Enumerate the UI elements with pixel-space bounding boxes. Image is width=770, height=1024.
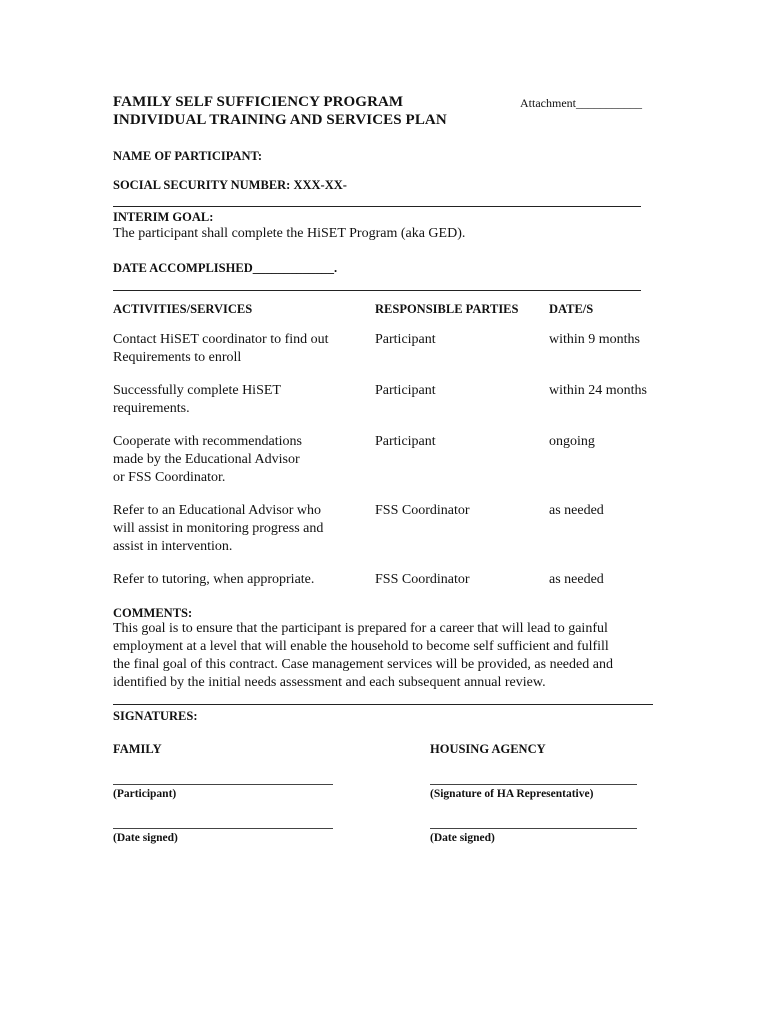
housing-agency-label: HOUSING AGENCY	[430, 742, 546, 756]
timeline: within 9 months	[549, 332, 641, 347]
divider-rule	[113, 290, 641, 291]
activity-line: Refer to an Educational Advisor who	[113, 503, 322, 518]
agency-date-line[interactable]	[430, 828, 637, 829]
ha-representative-caption: (Signature of HA Representative)	[430, 788, 594, 800]
divider-rule	[113, 704, 653, 705]
table-row	[113, 433, 302, 487]
responsible-party: Participant	[375, 434, 436, 449]
responsible-party: FSS Coordinator	[375, 572, 470, 587]
agency-date-caption: (Date signed)	[430, 832, 495, 844]
responsible-party: Participant	[375, 332, 436, 347]
activity-line: Cooperate with recommendations	[113, 434, 302, 449]
participant-caption: (Participant)	[113, 788, 177, 800]
activity-line: will assist in monitoring progress and	[113, 521, 324, 536]
family-label: FAMILY	[113, 742, 162, 756]
table-row	[113, 382, 281, 418]
comment-line: identified by the initial needs assessment and each subsequent annual review.	[113, 675, 546, 690]
ssn-label: SOCIAL SECURITY NUMBER: XXX-XX-	[113, 178, 347, 192]
activity-line: or FSS Coordinator.	[113, 470, 226, 485]
family-date-caption: (Date signed)	[113, 832, 178, 844]
activity-line: requirements.	[113, 401, 190, 416]
activity-line: assist in intervention.	[113, 539, 233, 554]
signatures-label: SIGNATURES:	[113, 709, 198, 723]
participant-name-label: NAME OF PARTICIPANT:	[113, 149, 263, 163]
column-header-activities: ACTIVITIES/SERVICES	[113, 302, 253, 316]
interim-goal-label: INTERIM GOAL:	[113, 210, 214, 224]
column-header-responsible: RESPONSIBLE PARTIES	[375, 302, 519, 316]
timeline: as needed	[549, 503, 604, 518]
responsible-party: FSS Coordinator	[375, 503, 470, 518]
date-accomplished-label: DATE ACCOMPLISHED_____________.	[113, 261, 338, 275]
comments-label: COMMENTS:	[113, 606, 193, 620]
attachment-field: Attachment___________	[520, 96, 642, 110]
table-row	[113, 331, 329, 367]
column-header-dates: DATE/S	[549, 302, 594, 316]
ha-signature-line[interactable]	[430, 784, 637, 785]
interim-goal-text: The participant shall complete the HiSET Program (aka GED).	[113, 226, 466, 241]
table-row	[113, 502, 323, 556]
comment-line: employment at a level that will enable the household to become self sufficient and fulfill	[113, 639, 609, 654]
activity-line: Contact HiSET coordinator to find out	[113, 332, 329, 347]
comment-line: This goal is to ensure that the participant is prepared for a career that will lead to gainful	[113, 621, 608, 636]
family-date-line[interactable]	[113, 828, 333, 829]
timeline: as needed	[549, 572, 604, 587]
timeline: ongoing	[549, 434, 595, 449]
table-row	[113, 571, 314, 589]
responsible-party: Participant	[375, 383, 436, 398]
divider-rule	[113, 206, 641, 207]
activity-line: made by the Educational Advisor	[113, 452, 300, 467]
comment-line: the final goal of this contract. Case management services will be provided, as needed and	[113, 657, 613, 672]
comments-text	[113, 620, 613, 692]
activity-line: Successfully complete HiSET	[113, 383, 281, 398]
program-title: FAMILY SELF SUFFICIENCY PROGRAM	[113, 94, 404, 110]
activity-line: Refer to tutoring, when appropriate.	[113, 572, 315, 587]
timeline: within 24 months	[549, 383, 648, 398]
activity-line: Requirements to enroll	[113, 350, 242, 365]
plan-title: INDIVIDUAL TRAINING AND SERVICES PLAN	[113, 112, 447, 128]
participant-signature-line[interactable]	[113, 784, 333, 785]
